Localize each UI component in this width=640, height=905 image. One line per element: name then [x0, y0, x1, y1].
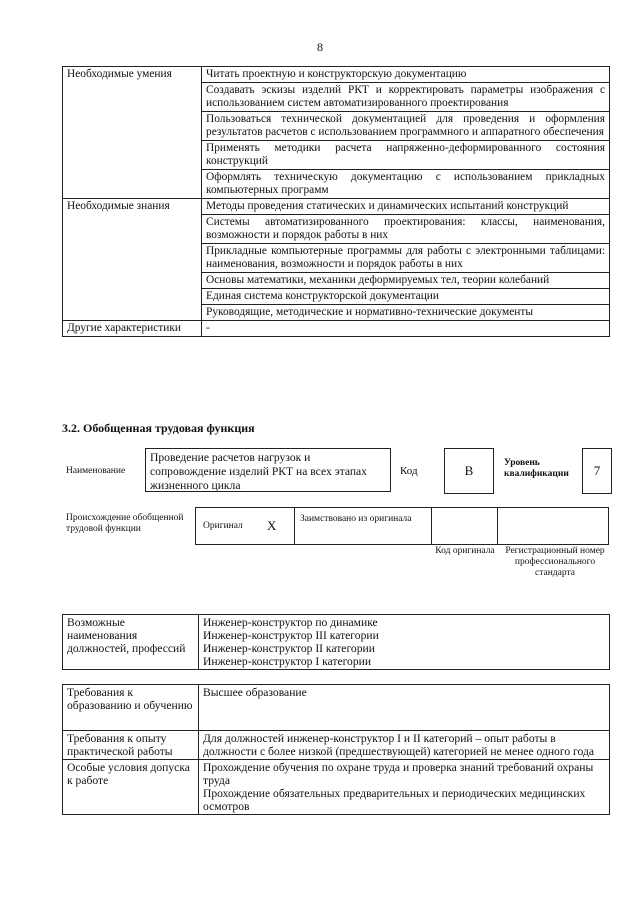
- positions-table: [62, 614, 610, 670]
- table-row: [63, 67, 610, 83]
- function-name-box: [145, 448, 391, 492]
- list-item: Инженер-конструктор II категории: [203, 642, 375, 655]
- borrowed-label: Заимствовано из оригинала: [300, 514, 412, 524]
- knowledge-label: Необходимые знания: [63, 199, 202, 321]
- table-cell: Создавать эскизы изделий РКТ и корректировать параметры изображения с использованием систем автоматизированного проектирования: [202, 83, 610, 112]
- divider: [431, 507, 432, 545]
- divider: [497, 507, 498, 545]
- table-cell: Применять методики расчета напряженно-деформированного состояния конструкций: [202, 141, 610, 170]
- code-label: Код: [400, 465, 418, 477]
- table-row: [63, 760, 610, 815]
- table-row: [63, 199, 610, 215]
- positions-label: Возможные наименования должностей, профессий: [63, 615, 199, 670]
- requirements-table: [62, 684, 610, 815]
- requirement-label: Требования к образованию и обучению: [63, 685, 199, 731]
- section-title: 3.2. Обобщенная трудовая функция: [62, 421, 255, 435]
- requirement-label: Требования к опыту практической работы: [63, 731, 199, 760]
- table-cell: Пользоваться технической документацией для проведения и оформления результатов расчетов с использованием программного и аппаратного обеспечения: [202, 112, 610, 141]
- table-cell: Высшее образование: [199, 685, 610, 731]
- reg-caption: Регистрационный номер профессионального стандарта: [505, 546, 605, 578]
- level-value: 7: [593, 463, 601, 478]
- table-row: [63, 615, 610, 670]
- table-cell: -: [202, 321, 610, 337]
- table-cell: [199, 615, 610, 670]
- table-cell: Читать проектную и конструкторскую документацию: [202, 67, 610, 83]
- function-name: Проведение расчетов нагрузок и сопровождение изделий РКТ на всех этапах жизненного цикла: [150, 451, 367, 492]
- name-label: Наименование: [66, 466, 126, 476]
- table-cell: Методы проведения статических и динамических испытаний конструкций: [202, 199, 610, 215]
- list-item: Прохождение обучения по охране труда и проверка знаний требований охраны труда: [203, 761, 594, 787]
- page-number: 8: [317, 40, 323, 54]
- skills-table: [62, 66, 610, 337]
- code-box: [444, 448, 494, 494]
- code-value: B: [464, 463, 474, 478]
- skills-label: Необходимые умения: [63, 67, 202, 199]
- table-cell: Системы автоматизированного проектирования: классы, наименования, возможности и порядок работы в них: [202, 215, 610, 244]
- table-cell: [199, 760, 610, 815]
- list-item: Инженер-конструктор I категории: [203, 655, 372, 668]
- original-mark: X: [267, 518, 277, 533]
- table-cell: Прикладные компьютерные программы для работы с электронными таблицами: наименования, возможности и порядок работы в них: [202, 244, 610, 273]
- list-item: Прохождение обязательных предварительных и периодических медицинских осмотров: [203, 787, 586, 813]
- table-row: [63, 731, 610, 760]
- requirement-label: Особые условия допуска к работе: [63, 760, 199, 815]
- divider: [294, 507, 295, 545]
- level-box: [582, 448, 612, 494]
- table-cell: Единая система конструкторской документации: [202, 289, 610, 305]
- list-item: Инженер-конструктор III категории: [203, 629, 379, 642]
- original-label: Оригинал: [203, 521, 243, 531]
- origin-label: Происхождение обобщенной трудовой функции: [66, 513, 184, 534]
- table-row: [63, 685, 610, 731]
- list-item: Инженер-конструктор по динамике: [203, 616, 378, 629]
- table-cell: Основы математики, механики деформируемых тел, теории колебаний: [202, 273, 610, 289]
- code-caption: Код оригинала: [435, 546, 495, 556]
- origin-box: [195, 507, 609, 545]
- other-label: Другие характеристики: [63, 321, 202, 337]
- table-cell: Для должностей инженер-конструктор I и II категорий – опыт работы в должности с более низкой (предшествующей) категорией не менее одного года: [199, 731, 610, 760]
- table-row: [63, 321, 610, 337]
- table-cell: Руководящие, методические и нормативно-технические документы: [202, 305, 610, 321]
- table-cell: Оформлять техническую документацию с использованием прикладных компьютерных программ: [202, 170, 610, 199]
- level-label: Уровень квалификации: [504, 458, 569, 479]
